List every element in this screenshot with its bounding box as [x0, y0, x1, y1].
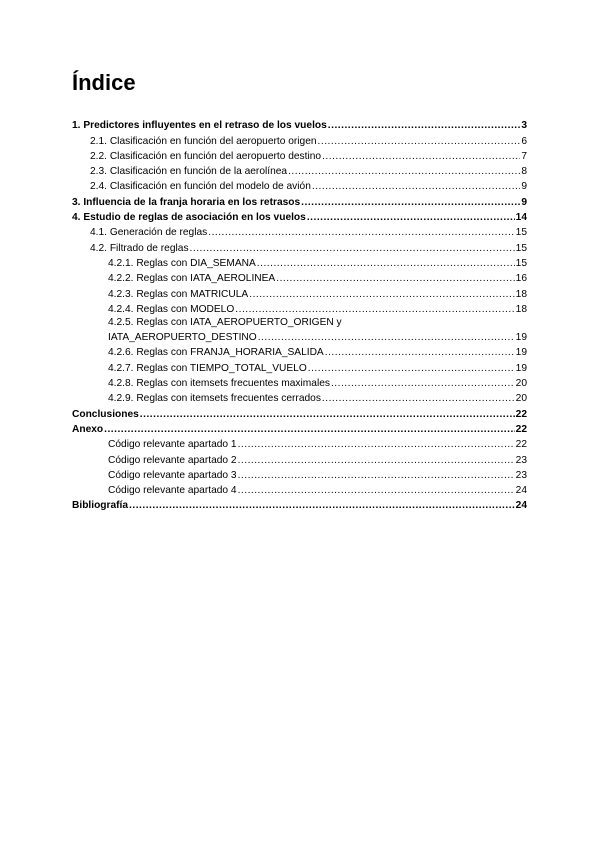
toc-entry-text: Conclusiones	[72, 408, 139, 420]
toc-entry[interactable]	[72, 390, 527, 405]
toc-entry[interactable]	[72, 451, 527, 466]
dot-leader	[331, 378, 515, 390]
toc-page-number: 19	[515, 332, 527, 344]
dot-leader	[307, 212, 515, 224]
dot-leader	[238, 455, 515, 467]
toc-entry[interactable]	[72, 301, 527, 316]
toc-page-number: 22	[515, 439, 527, 451]
toc-entry-text: 2.1. Clasificación en función del aeropuerto origen	[90, 135, 317, 147]
toc-entry-text: 2.4. Clasificación en función del modelo de avión	[90, 181, 311, 193]
toc-entry-text: 4.2.9. Reglas con itemsets frecuentes cerrados	[108, 393, 321, 405]
toc-entry-text: 4.1. Generación de reglas	[90, 227, 208, 239]
toc-entry[interactable]	[72, 375, 527, 390]
toc-page-number: 9	[521, 196, 527, 208]
toc-entry[interactable]	[72, 285, 527, 300]
toc-entry-text: IATA_AEROPUERTO_DESTINO	[108, 332, 257, 344]
dot-leader	[322, 151, 520, 163]
toc-entry[interactable]	[72, 316, 527, 329]
toc-entry-text: 2.3. Clasificación en función de la aerolínea	[90, 166, 288, 178]
toc-entry-text: 4.2.8. Reglas con itemsets frecuentes maximales	[108, 378, 330, 390]
toc-entry-text: 4.2.2. Reglas con IATA_AEROLINEA	[108, 273, 276, 285]
dot-leader	[208, 227, 514, 239]
toc-entry-text: 4.2.6. Reglas con FRANJA_HORARIA_SALIDA	[108, 347, 324, 359]
page-title: Índice	[72, 70, 136, 95]
toc-page-number: 7	[521, 150, 527, 162]
toc-entry[interactable]	[72, 497, 527, 512]
toc-page-number: 20	[515, 393, 527, 405]
toc-entry[interactable]	[72, 239, 527, 254]
toc-entry[interactable]	[72, 224, 527, 239]
table-of-contents	[72, 117, 527, 512]
dot-leader	[288, 166, 520, 178]
dot-leader	[140, 409, 515, 421]
toc-page-number: 24	[515, 500, 527, 512]
dot-leader	[276, 273, 514, 285]
toc-entry[interactable]	[72, 436, 527, 451]
toc-entry-continuation[interactable]	[72, 329, 527, 344]
toc-entry[interactable]	[72, 344, 527, 359]
toc-page-number: 23	[515, 454, 527, 466]
toc-entry-text: Código relevante apartado 2	[108, 454, 237, 466]
toc-page-number: 19	[515, 347, 527, 359]
dot-leader	[249, 289, 514, 301]
dot-leader	[238, 439, 515, 451]
dot-leader	[308, 363, 515, 375]
dot-leader	[190, 243, 515, 255]
toc-entry[interactable]	[72, 255, 527, 270]
dot-leader	[238, 485, 515, 497]
toc-entry[interactable]	[72, 482, 527, 497]
toc-entry-text: 4.2.3. Reglas con MATRICULA	[108, 288, 249, 300]
toc-entry-text: 4.2. Filtrado de reglas	[90, 242, 189, 254]
toc-entry[interactable]	[72, 359, 527, 374]
toc-page-number: 3	[521, 120, 527, 132]
toc-entry-text: 1. Predictores influyentes en el retraso de los vuelos	[72, 120, 327, 132]
toc-entry[interactable]	[72, 163, 527, 178]
dot-leader	[312, 181, 520, 193]
toc-entry-text: 4.2.4. Reglas con MODELO	[108, 303, 235, 315]
dot-leader	[238, 470, 515, 482]
toc-entry-text: Bibliografía	[72, 500, 129, 512]
toc-entry-text: Anexo	[72, 423, 104, 435]
toc-entry[interactable]	[72, 270, 527, 285]
dot-leader	[325, 347, 515, 359]
toc-entry-text: 4.2.1. Reglas con DIA_SEMANA	[108, 257, 256, 269]
toc-entry-text: 2.2. Clasificación en función del aeropuerto destino	[90, 150, 322, 162]
toc-page-number: 23	[515, 469, 527, 481]
toc-entry[interactable]	[72, 178, 527, 193]
toc-entry[interactable]	[72, 132, 527, 147]
toc-entry-text: 4.2.7. Reglas con TIEMPO_TOTAL_VUELO	[108, 362, 307, 374]
toc-page-number: 15	[515, 257, 527, 269]
toc-page-number: 6	[521, 135, 527, 147]
toc-page-number: 20	[515, 378, 527, 390]
toc-entry[interactable]	[72, 421, 527, 436]
dot-leader	[258, 332, 515, 344]
toc-page-number: 22	[515, 408, 527, 420]
dot-leader	[322, 393, 515, 405]
toc-entry-text: Código relevante apartado 3	[108, 469, 237, 481]
toc-entry[interactable]	[72, 467, 527, 482]
toc-entry-text: 3. Influencia de la franja horaria en los retrasos	[72, 196, 301, 208]
toc-entry[interactable]	[72, 405, 527, 420]
toc-entry-text: 4. Estudio de reglas de asociación en los vuelos	[72, 212, 306, 224]
toc-page-number: 16	[515, 273, 527, 285]
toc-entry[interactable]	[72, 117, 527, 132]
toc-entry[interactable]	[72, 209, 527, 224]
toc-page-number: 15	[515, 242, 527, 254]
toc-entry-text: 4.2.5. Reglas con IATA_AEROPUERTO_ORIGEN y	[108, 316, 342, 328]
toc-page-number: 24	[515, 485, 527, 497]
toc-entry[interactable]	[72, 193, 527, 208]
toc-page-number: 15	[515, 227, 527, 239]
dot-leader	[318, 136, 521, 148]
toc-entry-text: Código relevante apartado 4	[108, 485, 237, 497]
dot-leader	[129, 500, 515, 512]
toc-entry-text: Código relevante apartado 1	[108, 439, 237, 451]
toc-page-number: 18	[515, 303, 527, 315]
dot-leader	[328, 120, 521, 132]
toc-page-number: 14	[515, 212, 527, 224]
dot-leader	[235, 304, 514, 316]
toc-page-number: 8	[521, 166, 527, 178]
dot-leader	[301, 197, 520, 209]
toc-page-number: 18	[515, 288, 527, 300]
toc-entry[interactable]	[72, 148, 527, 163]
toc-page-number: 22	[515, 423, 527, 435]
toc-page-number: 9	[521, 181, 527, 193]
toc-page-number: 19	[515, 362, 527, 374]
dot-leader	[257, 258, 515, 270]
dot-leader	[104, 424, 515, 436]
